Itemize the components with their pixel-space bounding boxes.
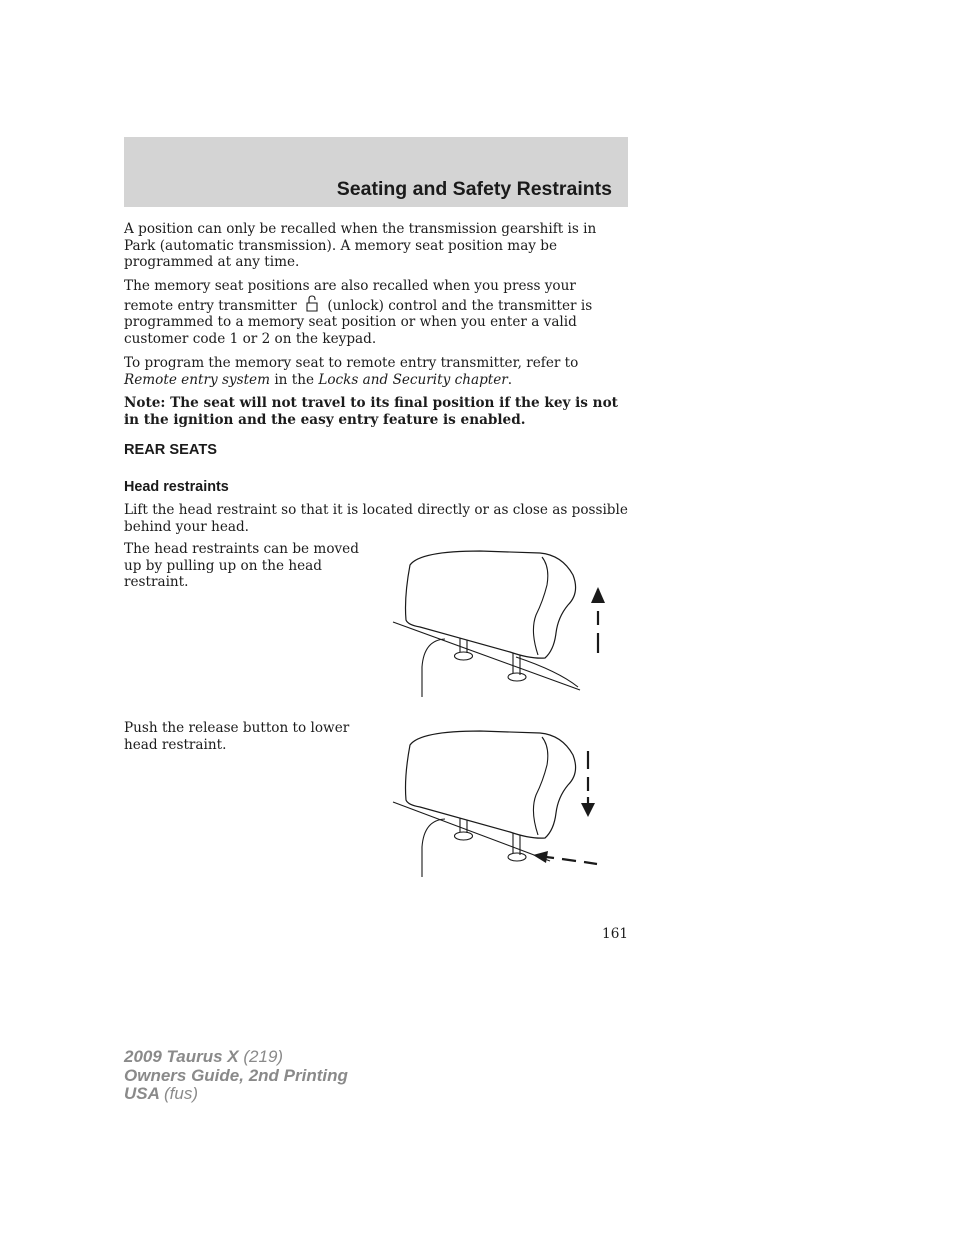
section-header-band xyxy=(124,137,628,207)
footer-line-model xyxy=(124,1048,348,1067)
text-segment: in the xyxy=(274,371,314,388)
paragraph-program-remote xyxy=(124,355,629,388)
paragraph-text: Lift the head restraint so that it is located directly or as close as possible behind your head. xyxy=(124,502,628,535)
text-segment: . xyxy=(507,371,513,388)
reference-remote-entry: Remote entry system xyxy=(124,371,270,388)
lower-instruction: Push the release button to lower head restraint. xyxy=(124,720,350,753)
reference-locks-chapter: Locks and Security chapter xyxy=(318,371,508,388)
section-title: Seating and Safety Restraints xyxy=(336,178,612,200)
footer-line-market xyxy=(124,1085,348,1104)
text-before-icon: The memory seat positions are also recalled when you press your remote entry transmitter xyxy=(124,278,576,314)
paragraph-recall-park xyxy=(124,221,629,271)
paragraph-head-restraint-intro xyxy=(124,502,629,535)
print-footer xyxy=(124,1048,348,1104)
text-segment: To program the memory seat to remote entry transmitter, refer to xyxy=(124,355,579,371)
unlock-icon xyxy=(301,295,323,313)
paragraph-remote-recall xyxy=(124,278,629,347)
paragraph-text xyxy=(124,278,629,347)
page-number: 161 xyxy=(602,926,628,942)
paragraph-text: A position can only be recalled when the transmission gearshift is in Park (automatic transmission). A memory seat position may be programmed at any time. xyxy=(124,221,597,271)
footer-model: 2009 Taurus X xyxy=(124,1047,239,1066)
footer-model-code: (219) xyxy=(243,1047,284,1066)
section-heading: REAR SEATS xyxy=(124,442,217,458)
text-after-icon: (unlock) control and the transmitter is programmed to a memory seat position or when you enter a valid customer code 1 or 2 on the keypad. xyxy=(124,297,593,347)
head-restraint-lower-illustration xyxy=(390,725,620,885)
note-paragraph xyxy=(124,395,629,428)
footer-market: USA xyxy=(124,1084,160,1103)
head-restraint-raise-illustration xyxy=(390,545,620,705)
note-text: Note: The seat will not travel to its final position if the key is not in the ignition and the easy entry feature is enabled. xyxy=(124,395,618,428)
subsection-heading: Head restraints xyxy=(124,479,229,495)
footer-market-code: (fus) xyxy=(164,1084,198,1103)
paragraph-text xyxy=(124,355,629,388)
footer-line-printing: Owners Guide, 2nd Printing xyxy=(124,1065,348,1085)
raise-instruction: The head restraints can be moved up by pulling up on the head restraint. xyxy=(124,541,359,591)
